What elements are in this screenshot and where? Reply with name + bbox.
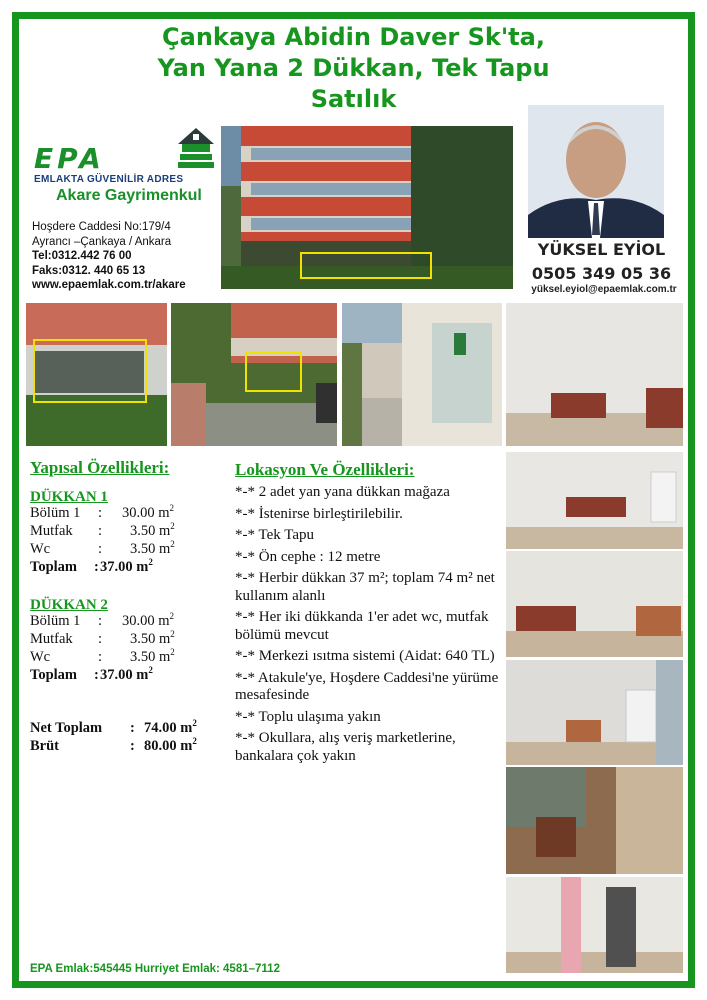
feature-item: *-* Tek Tapu [235,527,314,543]
interior-photo-1 [506,303,683,446]
agent-photo [528,105,664,238]
logo-tagline: EMLAKTA GÜVENİLİR ADRES [34,174,184,185]
epa-logo [30,124,220,214]
title-line-1: Çankaya Abidin Daver Sk'ta, [162,23,545,51]
house-icon [176,126,216,170]
feature-item: *-* Herbir dükkan 37 m²; toplam 74 m² net kullanım alanlı [235,570,495,604]
feature-item: *-* Atakule'ye, Hoşdere Caddesi'ne yürüme mesafesinde [235,669,499,703]
feature-item: *-* İstenirse birleştirilebilir. [235,505,403,522]
building-photo [221,126,513,289]
structural-heading: Yapısal Özellikleri: [30,458,170,477]
website: www.epaemlak.com.tr/akare [32,279,186,291]
street-photo [171,303,337,446]
feature-item: *-* Ön cephe : 12 metre [235,548,381,565]
footer-listing-ids: EPA Emlak:545445 Hurriyet Emlak: 4581–7112 [30,963,280,975]
shop-2-title: DÜKKAN 2 [30,597,108,613]
phone-number: Tel:0312.442 76 00 [32,250,132,262]
address-line-2: Ayrancı –Çankaya / Ankara [32,235,172,248]
feature-item: *-* Merkezi ısıtma sistemi (Aidat: 640 TL) [235,648,495,664]
interior-photo-2 [506,452,683,549]
page-title [30,22,677,115]
title-line-2: Yan Yana 2 Dükkan, Tek Tapu [157,54,550,82]
feature-item: *-* Her iki dükkanda 1'er adet wc, mutfak bölümü mevcut [235,609,489,643]
interior-photo-4 [506,660,683,765]
feature-item: *-* Okullara, alış veriş marketlerine, bankalara çok yakın [235,730,456,764]
location-heading: Lokasyon Ve Özellikleri: [235,460,415,479]
logo-letters: EPA [34,142,105,175]
entrance-photo [342,303,502,446]
agent-phone: 0505 349 05 36 [531,264,672,283]
feature-item: *-* 2 adet yan yana dükkan mağaza [235,484,450,500]
agent-name: YÜKSEL EYİOL [537,240,666,259]
fax-number: Faks:0312. 440 65 13 [32,264,146,277]
interior-photo-6 [506,877,683,973]
shop-1-title: DÜKKAN 1 [30,489,108,505]
office-contact [32,220,186,293]
location-features [235,484,503,769]
interior-photo-3 [506,551,683,657]
address-line-1: Hoşdere Caddesi No:179/4 [32,221,171,233]
storefront-photo [26,303,167,446]
feature-item: *-* Toplu ulaşıma yakın [235,708,381,725]
interior-photo-5 [506,767,683,874]
logo-subtitle: Akare Gayrimenkul [56,187,202,204]
agent-email: yüksel.eyiol@epaemlak.com.tr [531,284,677,295]
title-line-3: Satılık [310,85,397,113]
